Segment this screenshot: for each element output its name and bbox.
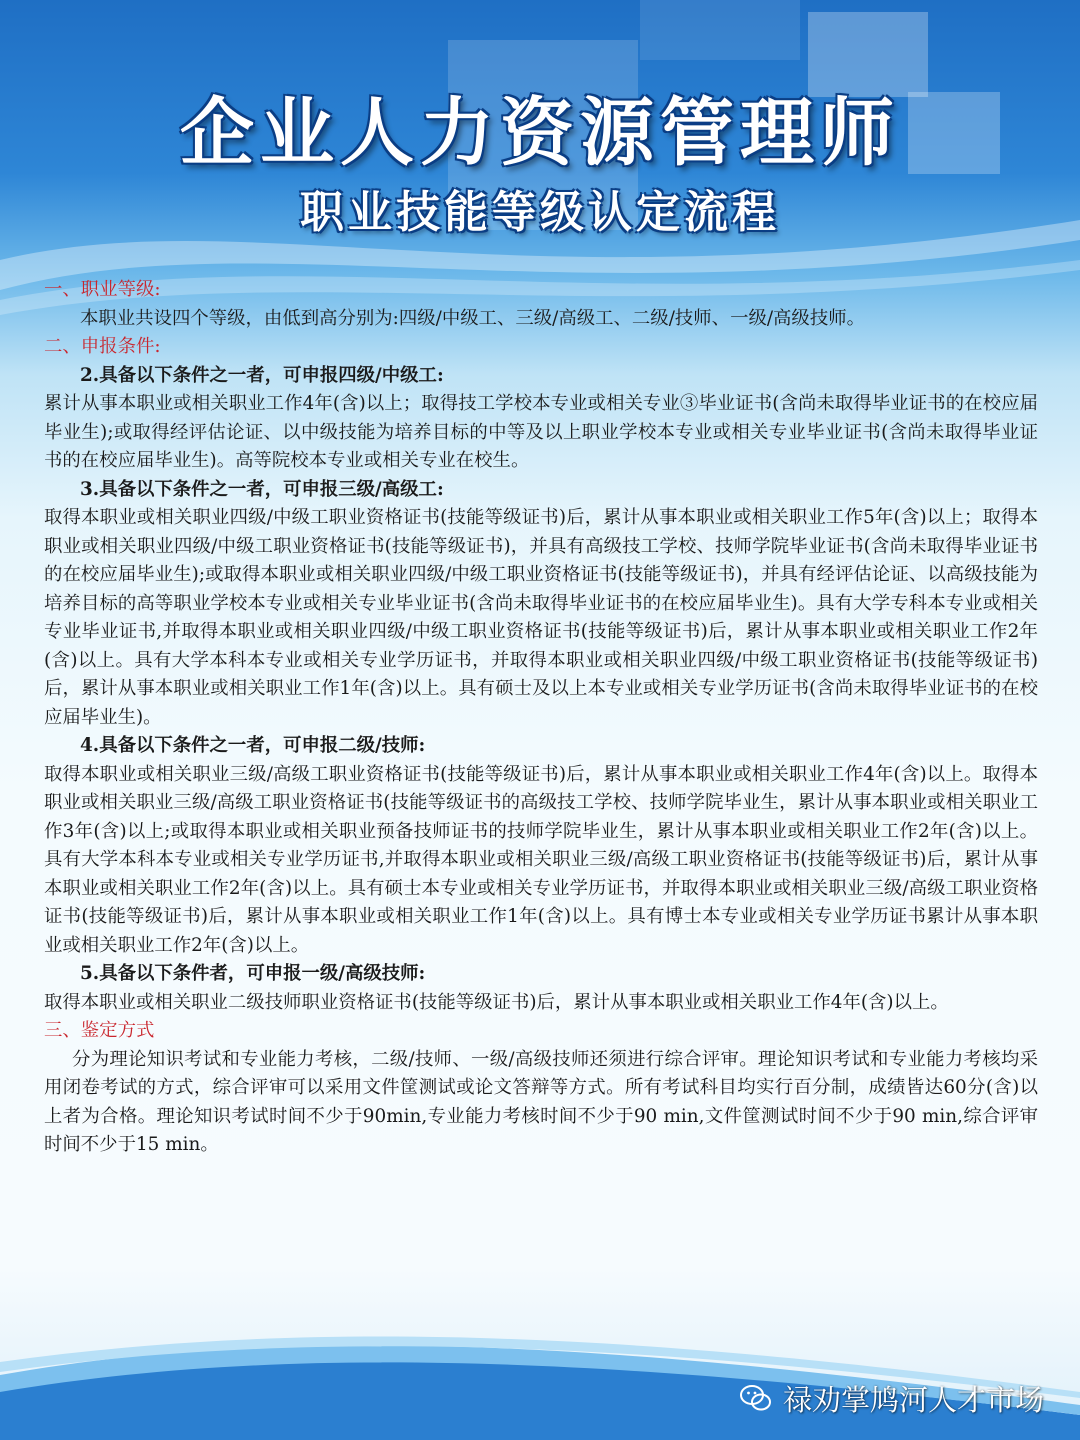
section-heading-method: 三、鉴定方式 [44, 1020, 155, 1041]
condition-2-text: 累计从事本职业或相关职业工作4年(含)以上；取得技工学校本专业或相关专业③毕业证书(含尚未取得毕业证书的在校应届毕业生);或取得经评估论证、以中级技能为培养目标的中等及以上职业学校本专业或相关专业毕业证书(含尚未取得毕业证书的在校应届毕业生)。高等院校本专业或相关专业在校生。 [44, 393, 1038, 471]
condition-4-title: 4.具备以下条件之一者，可申报二级/技师: [80, 735, 426, 756]
decor-square [640, 0, 800, 60]
page-subtitle: 职业技能等级认定流程 [300, 187, 780, 238]
content-body [44, 276, 1038, 1160]
section-heading-level: 一、职业等级: [44, 279, 161, 300]
watermark [739, 1378, 1044, 1418]
method-text: 分为理论知识考试和专业能力考核，二级/技师、一级/高级技师还须进行综合评审。理论知识考试和专业能力考核均采用闭卷考试的方式，综合评审可以采用文件筐测试或论文答辩等方式。所有考试科目均实行百分制，成绩皆达60分(含)以上者为合格。理论知识考试时间不少于90min,专业能力考核时间不少于90 min,文件筐测试时间不少于90 min,综合评审时间不少于15 min。 [44, 1048, 1038, 1155]
wechat-icon [739, 1383, 773, 1413]
condition-3-title: 3.具备以下条件之一者，可申报三级/高级工: [80, 478, 444, 500]
level-text: 本职业共设四个等级，由低到高分别为:四级/中级工、三级/高级工、二级/技师、一级/高级技师。 [80, 307, 865, 329]
condition-2-title: 2.具备以下条件之一者，可申报四级/中级工: [80, 364, 444, 386]
condition-5-text: 取得本职业或相关职业二级技师职业资格证书(技能等级证书)后，累计从事本职业或相关职业工作4年(含)以上。 [44, 991, 949, 1013]
condition-4-text: 取得本职业或相关职业三级/高级工职业资格证书(技能等级证书)后，累计从事本职业或相关职业工作4年(含)以上。取得本职业或相关职业三级/高级工职业资格证书(技能等级证书的高级技工学校、技师学院毕业生，累计从事本职业或相关职业工作3年(含)以上;或取得本职业或相关职业预备技师证书的技师学院毕业生，累计从事本职业或相关职业工作2年(含)以上。具有大学本科本专业或相关专业学历证书,并取得本职业或相关职业三级/高级工职业资格证书(技能等级证书)后，累计从事本职业或相关职业工作2年(含)以上。具有硕士本专业或相关专业学历证书，并取得本职业或相关职业三级/高级工职业资格证书(技能等级证书)后，累计从事本职业或相关职业工作1年(含)以上。具有博士本专业或相关专业学历证书累计从事本职业或相关职业工作2年(含)以上。 [44, 763, 1038, 956]
condition-5-title: 5.具备以下条件者，可申报一级/高级技师: [80, 963, 426, 984]
watermark-text: 禄劝掌鸠河人才市场 [782, 1382, 1044, 1417]
condition-3-text: 取得本职业或相关职业四级/中级工职业资格证书(技能等级证书)后，累计从事本职业或相关职业工作5年(含)以上；取得本职业或相关职业四级/中级工职业资格证书(技能等级证书)，并具有高级技工学校、技师学院毕业证书(含尚未取得毕业证书的在校应届毕业生);或取得本职业或相关职业四级/中级工职业资格证书(技能等级证书)，并具有经评估论证、以高级技能为培养目标的高等职业学校本专业或相关专业毕业证书(含尚未取得毕业证书的在校应届毕业生)。具有大学专科本专业或相关专业毕业证书,并取得本职业或相关职业四级/中级工职业资格证书(技能等级证书)后，累计从事本职业或相关职业工作2年(含)以上。具有大学本科本专业或相关专业学历证书，并取得本职业或相关职业四级/中级工职业资格证书(技能等级证书)后，累计从事本职业或相关职业工作1年(含)以上。具有硕士及以上本专业或相关专业学历证书(含尚未取得毕业证书的在校应届毕业生)。 [44, 507, 1038, 728]
section-heading-conditions: 二、申报条件: [44, 336, 161, 357]
page-title: 企业人力资源管理师 [180, 90, 900, 176]
